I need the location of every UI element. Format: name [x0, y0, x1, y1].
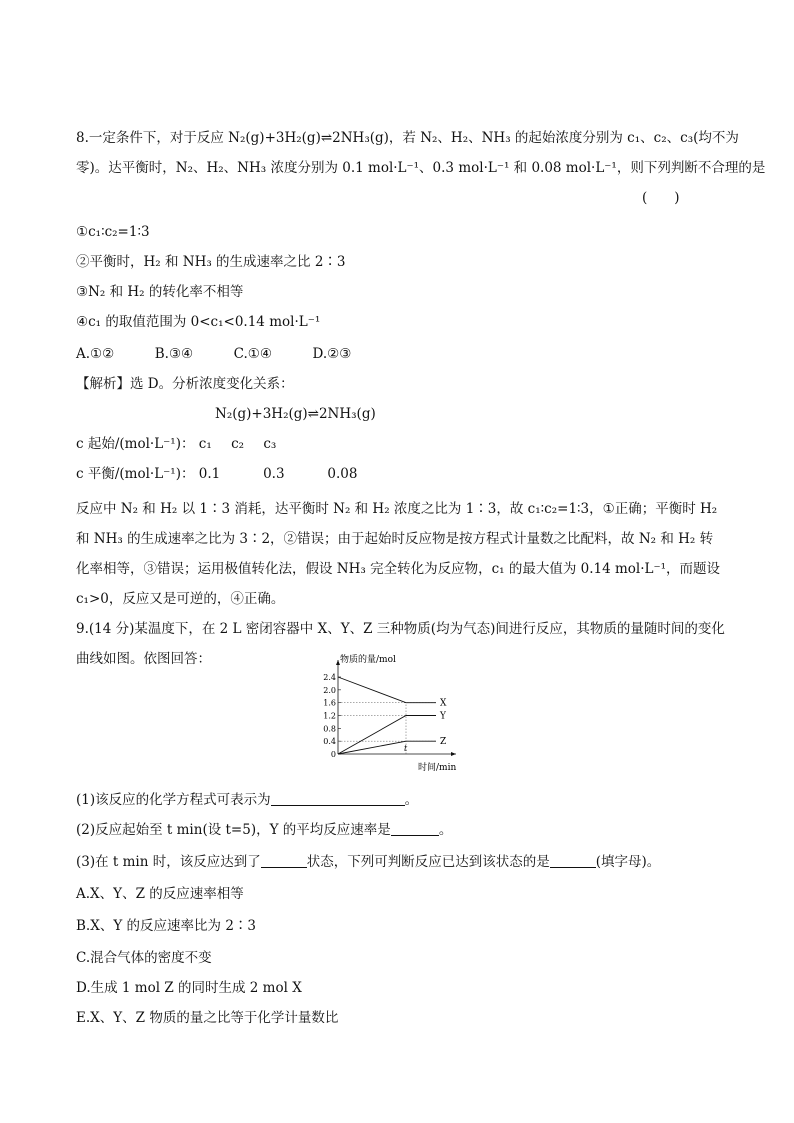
q9-sub2-text: (2)反应起始至 t min(设 t=5)，Y 的平均反应速率是 — [76, 822, 391, 838]
q9-sub1-end: 。 — [404, 792, 419, 808]
x-tick-label: t — [404, 744, 408, 753]
q8-analysis-heading: 【解析】选 D。分析浓度变化关系： — [76, 376, 294, 392]
q8-answer-paren: ( ) — [642, 190, 680, 206]
q8-analysis-equation: N₂(g)+3H₂(g)⇌2NH₃(g) — [215, 406, 376, 422]
y-tick-label: 0.4 — [323, 737, 336, 747]
q9-sub3-text-b: 状态，下列可判断反应已达到该状态的是 — [306, 854, 550, 870]
q9-sub1-text: (1)该反应的化学方程式可表示为 — [76, 792, 271, 808]
answer-blank-1[interactable] — [271, 791, 405, 806]
eq-row-value: 0.1 — [198, 466, 221, 482]
q9-stem: 9.(14 分)某温度下，在 2 L 密闭容器中 X、Y、Z 三种物质(均为气态)间进行反应，其物质的量随时间的变化曲线如图。依图回答： — [76, 621, 725, 667]
q8-statement-2: ②平衡时，H₂ 和 NH₃ 的生成速率之比 2∶3 — [76, 254, 346, 270]
q8-explanation: 反应中 N₂ 和 H₂ 以 1∶3 消耗，达平衡时 N₂ 和 H₂ 浓度之比为 1∶3，故 c₁∶c₂=1∶3，①正确；平衡时 H₂ 和 NH₃ 的生成速率之比为 3∶2，②错误；由于起始时反应物是按方程式计量数之比配料，故 N₂ 和 H₂ 转化率相等，③错误；运用极值转化法，假设 NH₃ 完全转化为反应物，c₁ 的最大值为 0.14 mol·L⁻¹，而题设 c₁>0，反应又是可逆的，④正确。 — [76, 501, 721, 607]
start-row-value: c₂ — [231, 436, 245, 452]
chart-axes — [336, 660, 456, 756]
q9-option-a: A.X、Y、Z 的反应速率相等 — [76, 886, 244, 902]
q8-stem-line2: 零)。达平衡时，N₂、H₂、NH₃ 浓度分别为 0.1 mol·L⁻¹、0.3 mol·L⁻¹ 和 0.08 mol·L⁻¹，则下列判断不合理的是 — [76, 160, 766, 176]
q8-stem-line1: 8.一定条件下，对于反应 N₂(g)+3H₂(g)⇌2NH₃(g)，若 N₂、H₂、NH₃ 的起始浓度分别为 c₁、c₂、c₃(均不为 — [76, 130, 739, 146]
q8-statement-3: ③N₂ 和 H₂ 的转化率不相等 — [76, 284, 244, 300]
eq-row-value: 0.08 — [327, 466, 358, 482]
q8-statement-1: ①c₁∶c₂=1∶3 — [76, 224, 150, 240]
chart-xlabel: 时间/min — [418, 763, 457, 772]
y-tick-label: 0 — [330, 750, 336, 759]
q8-start-row — [76, 434, 291, 454]
chart-guides — [338, 703, 436, 754]
y-tick-label: 1.6 — [323, 698, 336, 708]
y-tick-label: 2.4 — [323, 673, 336, 682]
q9-sub3 — [76, 852, 660, 872]
q9-sub2 — [76, 820, 452, 840]
q8-statement-4: ④c₁ 的取值范围为 0<c₁<0.14 mol·L⁻¹ — [76, 314, 321, 330]
y-tick-label: 1.2 — [323, 711, 336, 721]
answer-blank-2[interactable] — [391, 821, 439, 836]
start-row-value: c₃ — [263, 436, 277, 452]
series-line-z — [338, 741, 436, 754]
q9-sub2-end: 。 — [438, 822, 453, 838]
answer-blank-3[interactable] — [261, 853, 307, 868]
x-axis-arrow — [451, 752, 456, 756]
chart-ticks — [323, 673, 408, 759]
y-tick-label: 2.0 — [323, 685, 336, 695]
series-label-y: Y — [440, 711, 446, 722]
series-line-y — [338, 716, 436, 755]
series-label-x: X — [440, 698, 447, 709]
q9-option-b: B.X、Y 的反应速率比为 2∶3 — [76, 918, 256, 934]
q9-option-d: D.生成 1 mol Z 的同时生成 2 mol X — [76, 980, 302, 996]
series-line-x — [338, 677, 436, 703]
start-row-label: c 起始/(mol·L⁻¹)： — [76, 436, 195, 452]
amount-vs-time-chart — [318, 652, 468, 772]
answer-blank-4[interactable] — [550, 853, 596, 868]
chart-ylabel: 物质的量/mol — [340, 655, 396, 665]
q8-choices: A.①② B.③④ C.①④ D.②③ — [76, 346, 352, 362]
eq-row-label: c 平衡/(mol·L⁻¹)： — [76, 466, 195, 482]
q8-equilibrium-row — [76, 464, 357, 484]
q9-sub3-text-c: (填字母)。 — [595, 854, 661, 870]
q9-sub3-text-a: (3)在 t min 时，该反应达到了 — [76, 854, 261, 870]
q9-option-e: E.X、Y、Z 物质的量之比等于化学计量数比 — [76, 1010, 339, 1026]
y-tick-label: 0.8 — [323, 724, 336, 734]
series-label-z: Z — [440, 737, 447, 748]
start-row-value: c₁ — [198, 436, 212, 452]
q9-option-c: C.混合气体的密度不变 — [76, 950, 212, 966]
eq-row-value: 0.3 — [263, 466, 285, 482]
q9-sub1 — [76, 790, 418, 810]
